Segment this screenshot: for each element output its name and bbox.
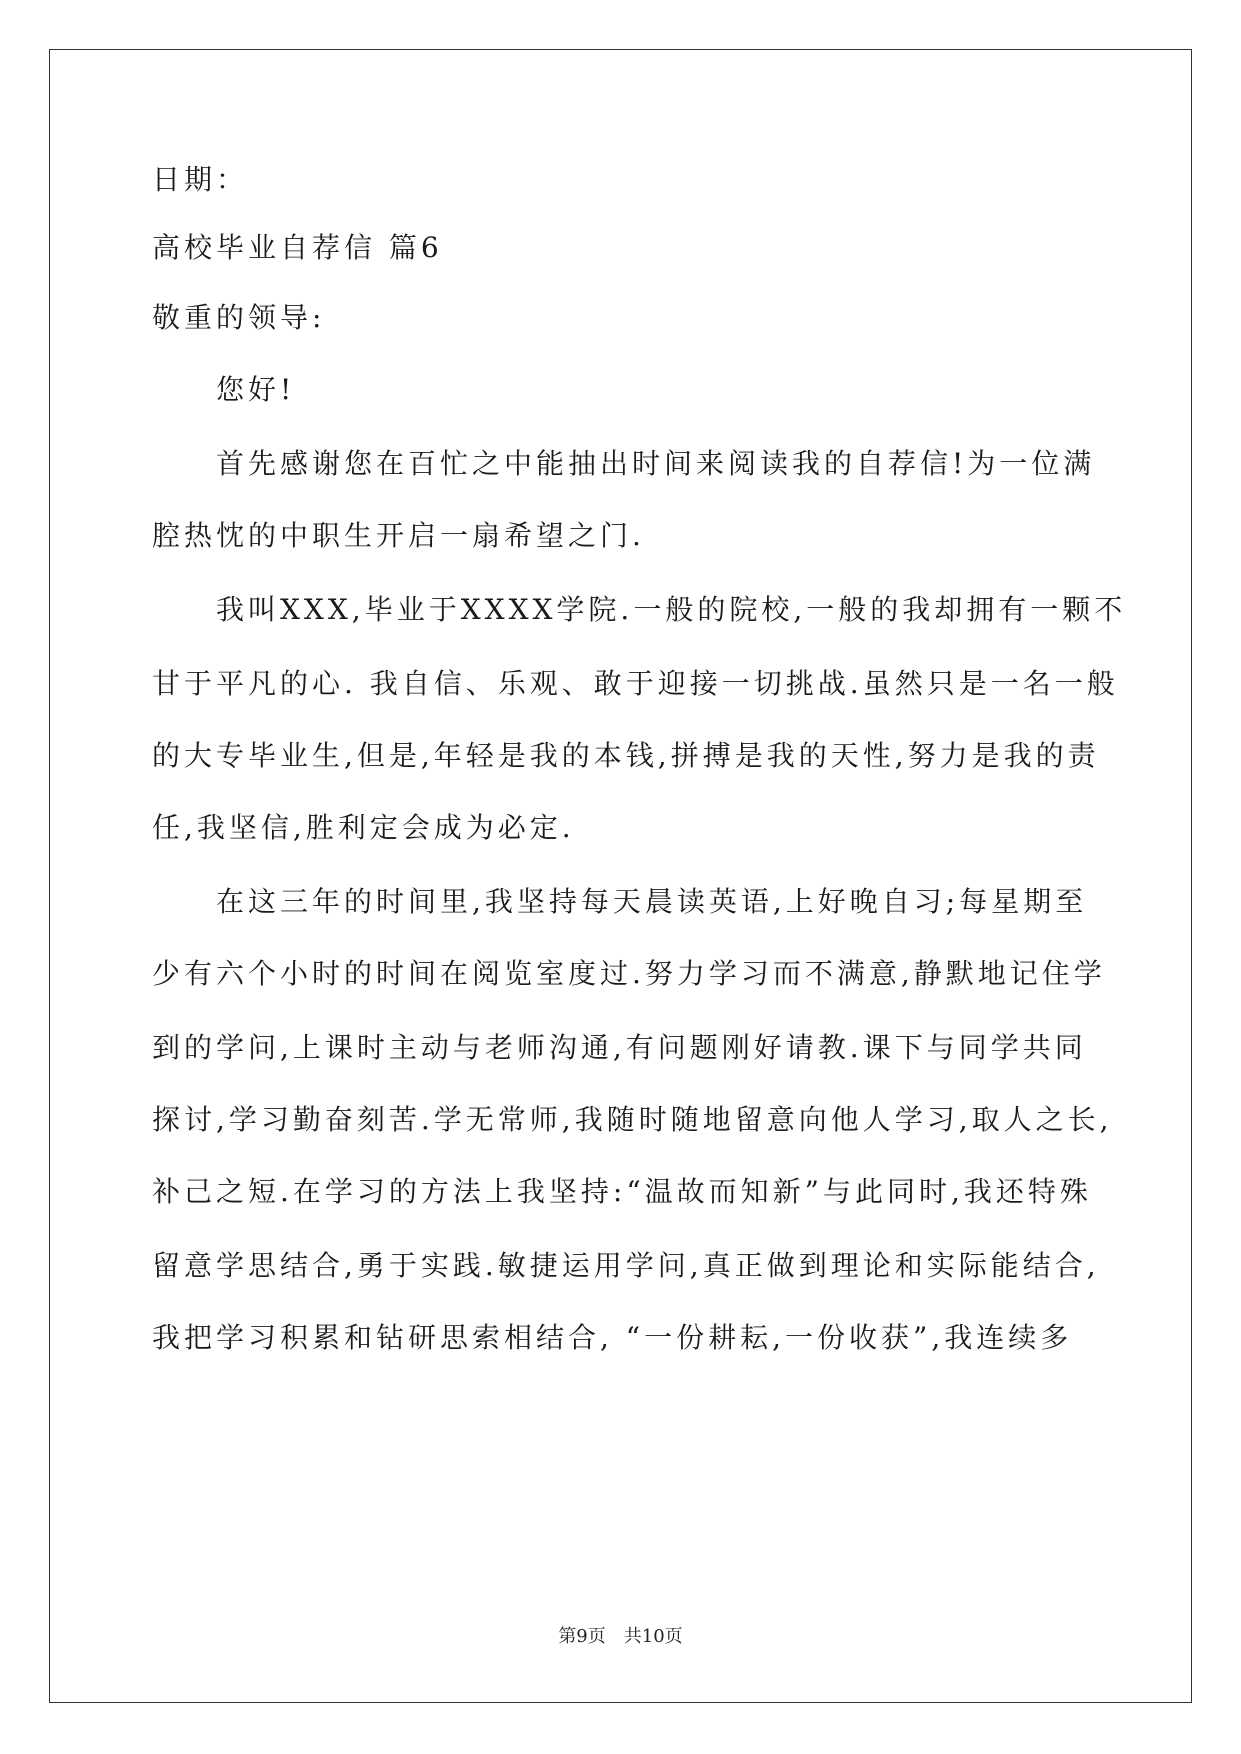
paragraph-line: 任,我坚信,胜利定会成为必定. <box>152 811 575 844</box>
salutation: 敬重的领导: <box>152 301 326 334</box>
paragraph-line: 在这三年的时间里,我坚持每天晨读英语,上好晚自习;每星期至 <box>216 885 1088 918</box>
paragraph-line: 首先感谢您在百忙之中能抽出时间来阅读我的自荐信!为一位满 <box>216 447 1096 480</box>
section-title: 高校毕业自荐信 篇6 <box>152 231 443 264</box>
paragraph-line: 甘于平凡的心. 我自信、乐观、敢于迎接一切挑战.虽然只是一名一般 <box>152 667 1119 700</box>
paragraph-line: 留意学思结合,勇于实践.敏捷运用学问,真正做到理论和实际能结合, <box>152 1249 1100 1282</box>
paragraph-line: 我把学习积累和钻研思索相结合, “一份耕耘,一份收获”,我连续多 <box>152 1321 1073 1354</box>
paragraph-line: 探讨,学习勤奋刻苦.学无常师,我随时随地留意向他人学习,取人之长, <box>152 1103 1113 1136</box>
date-line: 日期： <box>152 163 249 196</box>
page-number-footer: 第9页 共10页 <box>558 1626 683 1647</box>
paragraph-line: 我叫XXX,毕业于XXXX学院.一般的院校,一般的我却拥有一颗不 <box>216 593 1127 626</box>
paragraph-line: 到的学问,上课时主动与老师沟通,有问题刚好请教.课下与同学共同 <box>152 1031 1087 1064</box>
paragraph-line: 的大专毕业生,但是,年轻是我的本钱,拼搏是我的天性,努力是我的责 <box>152 739 1100 772</box>
paragraph-line: 腔热忱的中职生开启一扇希望之门. <box>152 519 645 552</box>
paragraph-line: 补己之短.在学习的方法上我坚持:“温故而知新”与此同时,我还特殊 <box>152 1175 1092 1208</box>
paragraph-line: 少有六个小时的时间在阅览室度过.努力学习而不满意,静默地记住学 <box>152 957 1106 990</box>
greeting: 您好! <box>216 373 296 406</box>
